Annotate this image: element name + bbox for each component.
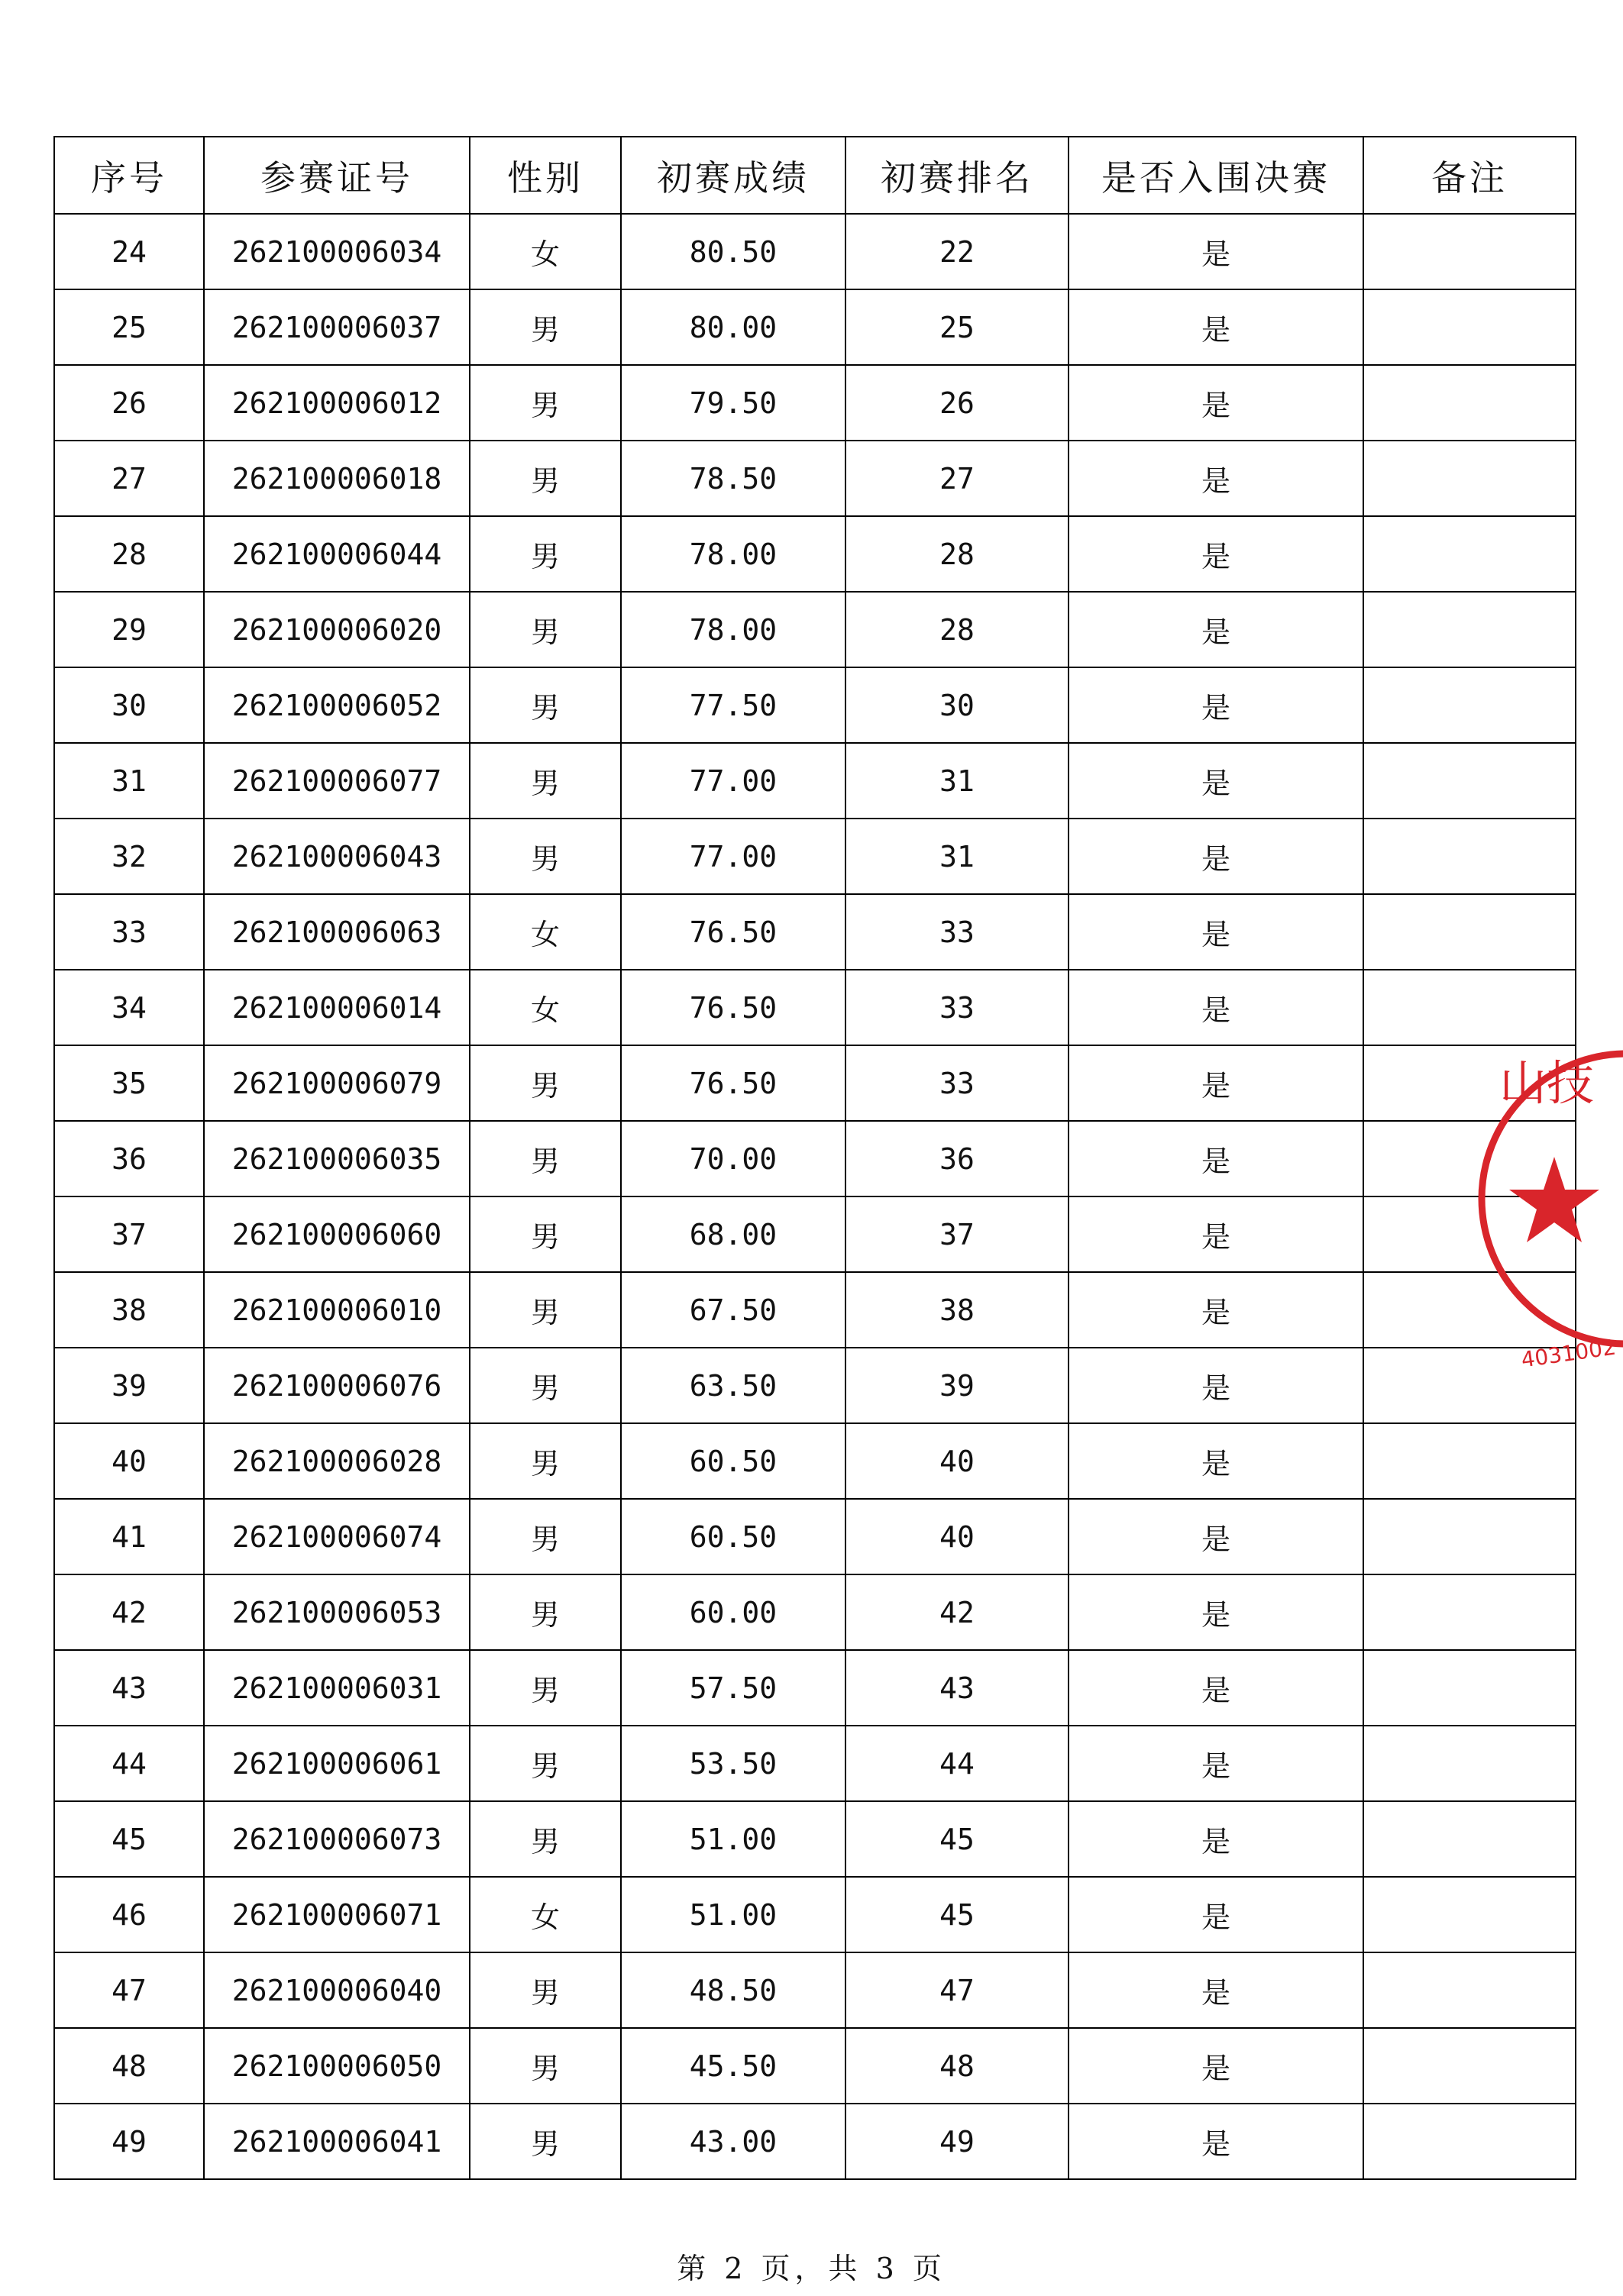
cell-entry-number: 262100006041 (204, 2104, 470, 2179)
cell-finalist: 是 (1069, 2104, 1363, 2179)
cell-remarks (1363, 819, 1576, 894)
cell-gender: 男 (470, 743, 621, 819)
table-row (54, 1952, 1576, 2028)
cell-finalist: 是 (1069, 1121, 1363, 1196)
page-indicator: 第 2 页，共 3 页 (677, 2252, 946, 2285)
cell-prelim-rank: 45 (845, 1877, 1069, 1952)
header-prelim-rank: 初赛排名 (845, 137, 1069, 214)
cell-serial-number: 49 (54, 2104, 204, 2179)
table-row (54, 1423, 1576, 1499)
cell-serial-number: 33 (54, 894, 204, 970)
cell-entry-number: 262100006028 (204, 1423, 470, 1499)
table-row (54, 1574, 1576, 1650)
cell-entry-number: 262100006050 (204, 2028, 470, 2104)
cell-prelim-score: 51.00 (621, 1877, 845, 1952)
official-seal (1470, 1038, 1623, 1390)
cell-gender: 男 (470, 1121, 621, 1196)
cell-entry-number: 262100006031 (204, 1650, 470, 1726)
table-row (54, 1121, 1576, 1196)
table-row (54, 2104, 1576, 2179)
cell-serial-number: 38 (54, 1272, 204, 1348)
cell-serial-number: 41 (54, 1499, 204, 1574)
cell-prelim-score: 78.00 (621, 516, 845, 592)
cell-finalist: 是 (1069, 1423, 1363, 1499)
cell-remarks (1363, 516, 1576, 592)
table-body (54, 214, 1576, 2179)
cell-serial-number: 29 (54, 592, 204, 667)
cell-prelim-rank: 22 (845, 214, 1069, 289)
cell-gender: 男 (470, 1045, 621, 1121)
cell-finalist: 是 (1069, 1650, 1363, 1726)
cell-prelim-rank: 33 (845, 970, 1069, 1045)
cell-gender: 男 (470, 1952, 621, 2028)
cell-serial-number: 30 (54, 667, 204, 743)
cell-prelim-score: 60.50 (621, 1499, 845, 1574)
cell-gender: 男 (470, 2028, 621, 2104)
cell-prelim-rank: 48 (845, 2028, 1069, 2104)
cell-entry-number: 262100006052 (204, 667, 470, 743)
cell-entry-number: 262100006076 (204, 1348, 470, 1423)
cell-prelim-score: 77.50 (621, 667, 845, 743)
cell-entry-number: 262100006040 (204, 1952, 470, 2028)
table-row (54, 2028, 1576, 2104)
cell-serial-number: 48 (54, 2028, 204, 2104)
cell-prelim-rank: 38 (845, 1272, 1069, 1348)
cell-prelim-rank: 25 (845, 289, 1069, 365)
cell-gender: 男 (470, 2104, 621, 2179)
cell-finalist: 是 (1069, 2028, 1363, 2104)
cell-prelim-rank: 30 (845, 667, 1069, 743)
cell-finalist: 是 (1069, 1045, 1363, 1121)
cell-entry-number: 262100006014 (204, 970, 470, 1045)
table-row (54, 1877, 1576, 1952)
cell-entry-number: 262100006010 (204, 1272, 470, 1348)
cell-prelim-score: 60.00 (621, 1574, 845, 1650)
cell-prelim-score: 80.00 (621, 289, 845, 365)
cell-finalist: 是 (1069, 441, 1363, 516)
cell-prelim-score: 67.50 (621, 1272, 845, 1348)
cell-prelim-rank: 42 (845, 1574, 1069, 1650)
cell-gender: 男 (470, 667, 621, 743)
cell-remarks (1363, 365, 1576, 441)
cell-remarks (1363, 441, 1576, 516)
cell-finalist: 是 (1069, 516, 1363, 592)
cell-prelim-rank: 36 (845, 1121, 1069, 1196)
cell-prelim-rank: 37 (845, 1196, 1069, 1272)
cell-serial-number: 42 (54, 1574, 204, 1650)
cell-prelim-rank: 26 (845, 365, 1069, 441)
cell-prelim-score: 80.50 (621, 214, 845, 289)
cell-finalist: 是 (1069, 1574, 1363, 1650)
cell-remarks (1363, 2104, 1576, 2179)
cell-prelim-score: 77.00 (621, 819, 845, 894)
cell-prelim-score: 68.00 (621, 1196, 845, 1272)
cell-prelim-rank: 31 (845, 743, 1069, 819)
cell-entry-number: 262100006043 (204, 819, 470, 894)
cell-prelim-score: 70.00 (621, 1121, 845, 1196)
cell-finalist: 是 (1069, 1196, 1363, 1272)
cell-gender: 女 (470, 894, 621, 970)
table-row (54, 894, 1576, 970)
cell-prelim-rank: 33 (845, 1045, 1069, 1121)
cell-gender: 男 (470, 289, 621, 365)
results-table (53, 136, 1576, 2180)
cell-prelim-rank: 40 (845, 1499, 1069, 1574)
header-finalist: 是否入围决赛 (1069, 137, 1363, 214)
cell-entry-number: 262100006071 (204, 1877, 470, 1952)
header-remarks: 备注 (1363, 137, 1576, 214)
cell-serial-number: 43 (54, 1650, 204, 1726)
cell-gender: 男 (470, 1272, 621, 1348)
cell-prelim-score: 48.50 (621, 1952, 845, 2028)
cell-finalist: 是 (1069, 1801, 1363, 1877)
cell-remarks (1363, 1499, 1576, 1574)
cell-entry-number: 262100006018 (204, 441, 470, 516)
cell-prelim-score: 78.00 (621, 592, 845, 667)
cell-prelim-rank: 33 (845, 894, 1069, 970)
cell-remarks (1363, 1650, 1576, 1726)
cell-entry-number: 262100006073 (204, 1801, 470, 1877)
cell-gender: 男 (470, 516, 621, 592)
cell-prelim-score: 57.50 (621, 1650, 845, 1726)
table-row (54, 441, 1576, 516)
seal-code: 4031002 (1519, 1334, 1618, 1373)
cell-prelim-score: 63.50 (621, 1348, 845, 1423)
cell-prelim-score: 45.50 (621, 2028, 845, 2104)
cell-prelim-rank: 45 (845, 1801, 1069, 1877)
cell-entry-number: 262100006053 (204, 1574, 470, 1650)
table-header-row (54, 137, 1576, 214)
cell-prelim-rank: 28 (845, 592, 1069, 667)
cell-finalist: 是 (1069, 1952, 1363, 2028)
cell-prelim-rank: 39 (845, 1348, 1069, 1423)
cell-gender: 男 (470, 1574, 621, 1650)
cell-entry-number: 262100006060 (204, 1196, 470, 1272)
table-row (54, 1801, 1576, 1877)
cell-remarks (1363, 743, 1576, 819)
cell-serial-number: 26 (54, 365, 204, 441)
cell-entry-number: 262100006077 (204, 743, 470, 819)
cell-serial-number: 45 (54, 1801, 204, 1877)
table-row (54, 214, 1576, 289)
cell-prelim-rank: 44 (845, 1726, 1069, 1801)
table-row (54, 1726, 1576, 1801)
cell-finalist: 是 (1069, 1726, 1363, 1801)
cell-gender: 女 (470, 970, 621, 1045)
table-row (54, 667, 1576, 743)
cell-remarks (1363, 2028, 1576, 2104)
cell-gender: 男 (470, 1423, 621, 1499)
cell-remarks (1363, 667, 1576, 743)
cell-remarks (1363, 592, 1576, 667)
cell-gender: 女 (470, 214, 621, 289)
cell-gender: 男 (470, 1801, 621, 1877)
table-row (54, 1196, 1576, 1272)
cell-prelim-score: 76.50 (621, 894, 845, 970)
cell-serial-number: 44 (54, 1726, 204, 1801)
cell-serial-number: 25 (54, 289, 204, 365)
cell-entry-number: 262100006044 (204, 516, 470, 592)
cell-prelim-score: 76.50 (621, 970, 845, 1045)
cell-gender: 男 (470, 365, 621, 441)
cell-prelim-rank: 27 (845, 441, 1069, 516)
cell-finalist: 是 (1069, 667, 1363, 743)
table-row (54, 365, 1576, 441)
cell-serial-number: 37 (54, 1196, 204, 1272)
cell-serial-number: 47 (54, 1952, 204, 2028)
cell-serial-number: 34 (54, 970, 204, 1045)
table-row (54, 1650, 1576, 1726)
cell-gender: 男 (470, 592, 621, 667)
table-row (54, 743, 1576, 819)
cell-finalist: 是 (1069, 1348, 1363, 1423)
cell-remarks (1363, 1952, 1576, 2028)
cell-finalist: 是 (1069, 592, 1363, 667)
cell-prelim-score: 60.50 (621, 1423, 845, 1499)
table-row (54, 516, 1576, 592)
cell-serial-number: 40 (54, 1423, 204, 1499)
cell-remarks (1363, 970, 1576, 1045)
cell-gender: 男 (470, 1196, 621, 1272)
cell-prelim-rank: 40 (845, 1423, 1069, 1499)
cell-entry-number: 262100006037 (204, 289, 470, 365)
table-row (54, 1272, 1576, 1348)
cell-prelim-score: 76.50 (621, 1045, 845, 1121)
cell-prelim-rank: 28 (845, 516, 1069, 592)
table-row (54, 592, 1576, 667)
cell-serial-number: 36 (54, 1121, 204, 1196)
cell-entry-number: 262100006079 (204, 1045, 470, 1121)
cell-entry-number: 262100006063 (204, 894, 470, 970)
cell-gender: 男 (470, 819, 621, 894)
header-prelim-score: 初赛成绩 (621, 137, 845, 214)
cell-gender: 男 (470, 1650, 621, 1726)
table-row (54, 1499, 1576, 1574)
cell-remarks (1363, 1801, 1576, 1877)
cell-prelim-rank: 31 (845, 819, 1069, 894)
table-row (54, 819, 1576, 894)
cell-finalist: 是 (1069, 214, 1363, 289)
cell-gender: 女 (470, 1877, 621, 1952)
cell-entry-number: 262100006020 (204, 592, 470, 667)
cell-serial-number: 31 (54, 743, 204, 819)
cell-prelim-rank: 43 (845, 1650, 1069, 1726)
cell-remarks (1363, 1877, 1576, 1952)
cell-gender: 男 (470, 1499, 621, 1574)
table-row (54, 1045, 1576, 1121)
cell-remarks (1363, 1574, 1576, 1650)
cell-prelim-score: 77.00 (621, 743, 845, 819)
table-row (54, 1348, 1576, 1423)
cell-serial-number: 24 (54, 214, 204, 289)
cell-entry-number: 262100006012 (204, 365, 470, 441)
cell-remarks (1363, 1423, 1576, 1499)
cell-finalist: 是 (1069, 743, 1363, 819)
cell-finalist: 是 (1069, 819, 1363, 894)
cell-serial-number: 35 (54, 1045, 204, 1121)
cell-finalist: 是 (1069, 894, 1363, 970)
cell-serial-number: 27 (54, 441, 204, 516)
cell-prelim-score: 78.50 (621, 441, 845, 516)
cell-finalist: 是 (1069, 1272, 1363, 1348)
cell-gender: 男 (470, 1726, 621, 1801)
cell-finalist: 是 (1069, 289, 1363, 365)
cell-finalist: 是 (1069, 365, 1363, 441)
cell-serial-number: 39 (54, 1348, 204, 1423)
cell-finalist: 是 (1069, 1877, 1363, 1952)
table-row (54, 970, 1576, 1045)
cell-prelim-score: 43.00 (621, 2104, 845, 2179)
cell-prelim-score: 79.50 (621, 365, 845, 441)
cell-prelim-rank: 49 (845, 2104, 1069, 2179)
seal-text: 山技 (1499, 1055, 1595, 1111)
cell-remarks (1363, 289, 1576, 365)
header-entry-number: 参赛证号 (204, 137, 470, 214)
cell-serial-number: 46 (54, 1877, 204, 1952)
cell-entry-number: 262100006035 (204, 1121, 470, 1196)
cell-prelim-score: 53.50 (621, 1726, 845, 1801)
cell-serial-number: 32 (54, 819, 204, 894)
cell-entry-number: 262100006061 (204, 1726, 470, 1801)
cell-finalist: 是 (1069, 1499, 1363, 1574)
cell-gender: 男 (470, 1348, 621, 1423)
cell-prelim-rank: 47 (845, 1952, 1069, 2028)
cell-prelim-score: 51.00 (621, 1801, 845, 1877)
cell-remarks (1363, 214, 1576, 289)
header-gender: 性别 (470, 137, 621, 214)
cell-remarks (1363, 1726, 1576, 1801)
cell-remarks (1363, 894, 1576, 970)
cell-entry-number: 262100006034 (204, 214, 470, 289)
cell-gender: 男 (470, 441, 621, 516)
cell-entry-number: 262100006074 (204, 1499, 470, 1574)
header-serial-number: 序号 (54, 137, 204, 214)
table-row (54, 289, 1576, 365)
cell-serial-number: 28 (54, 516, 204, 592)
cell-finalist: 是 (1069, 970, 1363, 1045)
